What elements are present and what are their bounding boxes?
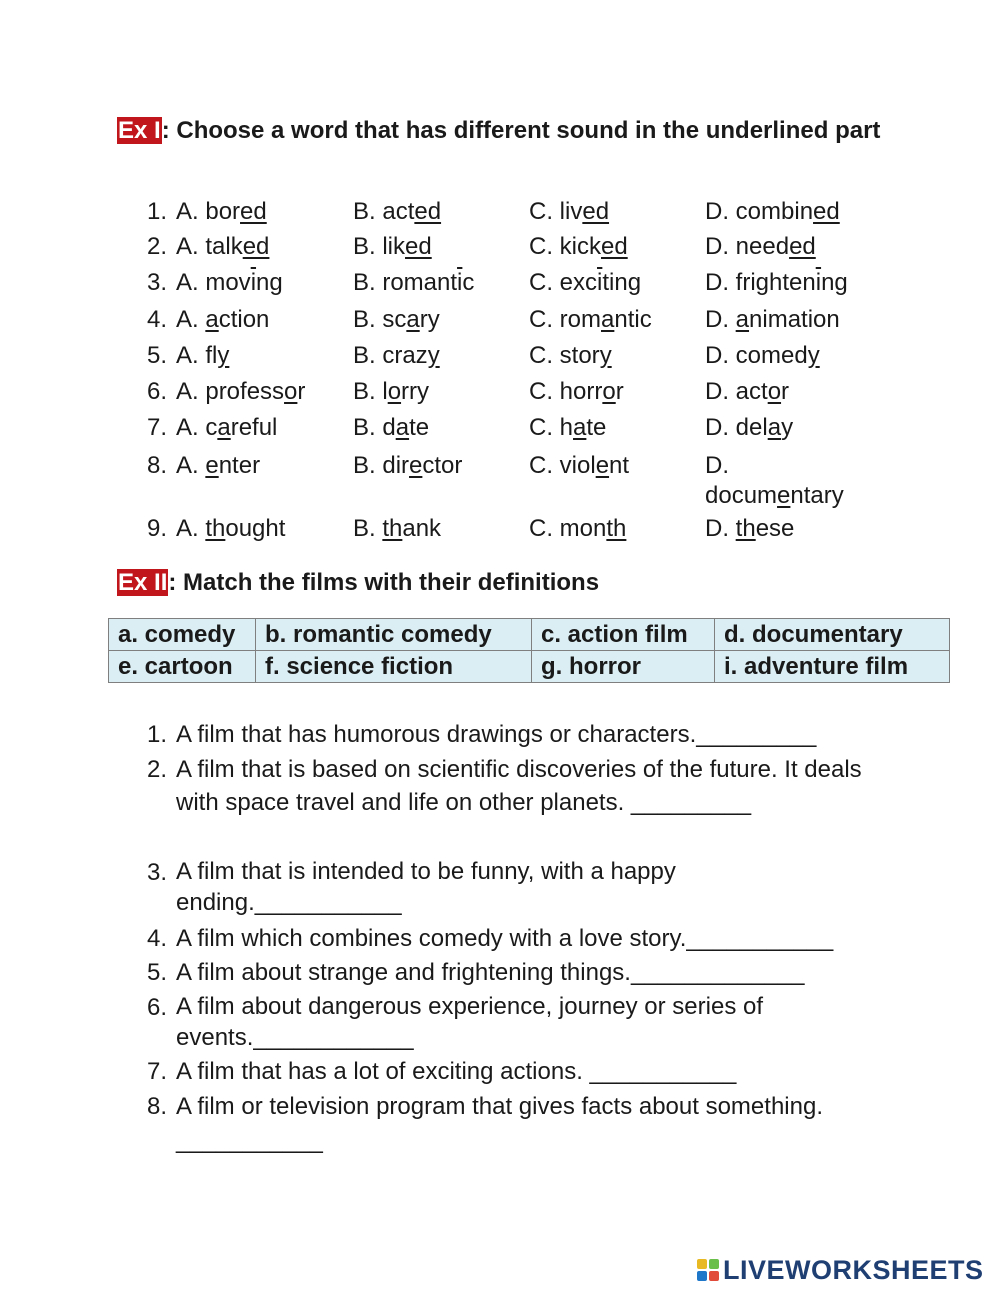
definition-text: A film which combines comedy with a love story.___________ — [176, 925, 834, 952]
underlined-part: ed — [405, 233, 432, 260]
option-b — [353, 197, 441, 227]
option-c — [529, 451, 629, 481]
option-text: D. — [705, 306, 736, 333]
ex1-title: : Choose a word that has different sound in the underlined part — [161, 117, 881, 144]
underlined-part: $\overline{i}$ — [250, 269, 257, 296]
option-text: ese — [755, 515, 795, 542]
option-text: C. h — [529, 414, 574, 441]
option-text: C. mon — [529, 515, 607, 542]
underlined-part: $\overline{i}$ — [457, 269, 463, 296]
option-b — [353, 305, 440, 335]
option-a — [176, 377, 305, 407]
definition-number: 6. — [147, 994, 168, 1021]
option-d — [705, 197, 840, 227]
underlined-part: th — [205, 515, 226, 542]
option-text: C. exc — [529, 269, 598, 296]
table-cell: g. horror — [532, 651, 715, 683]
table-cell: c. action film — [532, 619, 715, 651]
option-text: D. docum — [705, 452, 778, 509]
option-text: te — [586, 414, 607, 441]
option-text: A. — [176, 452, 206, 479]
table-cell: d. documentary — [715, 619, 950, 651]
liveworksheets-logo — [697, 1255, 984, 1285]
option-text: B. — [353, 515, 383, 542]
table-cell: a. comedy — [109, 619, 256, 651]
option-text: y — [781, 414, 794, 441]
question-number: 6. — [147, 378, 168, 405]
logo-blocks-icon — [697, 1259, 719, 1281]
option-text: D. del — [705, 414, 768, 441]
ex2-title: : Match the films with their definitions — [168, 569, 600, 596]
option-c — [529, 232, 628, 262]
underlined-part: th — [735, 515, 756, 542]
option-a — [176, 305, 269, 335]
underlined-part: y — [217, 342, 230, 369]
logo-block — [709, 1259, 719, 1269]
definition-text: A film about strange and frightening things._____________ — [176, 959, 805, 986]
underlined-part: ed — [242, 233, 270, 260]
definition-number: 1. — [147, 721, 168, 748]
option-b — [353, 451, 462, 481]
option-a — [176, 341, 229, 371]
definition-text: A film that is intended to be funny, with a happy ending.___________ — [176, 858, 676, 916]
option-c — [529, 377, 624, 407]
question-number: 9. — [147, 515, 168, 542]
definition-number: 5. — [147, 959, 168, 986]
option-text: C. rom — [529, 306, 601, 333]
option-c — [529, 341, 612, 371]
underlined-part: $\overline{i}$ — [815, 269, 822, 296]
option-c — [529, 197, 609, 227]
definition-text: A film that has humorous drawings or characters._________ — [176, 721, 817, 748]
option-b — [353, 341, 440, 371]
option-c — [529, 268, 641, 298]
option-text: C. kick — [529, 233, 601, 260]
underlined-part: e — [409, 452, 423, 479]
option-a — [176, 268, 283, 298]
option-d — [705, 305, 840, 335]
option-a — [176, 232, 269, 262]
option-text: C. viol — [529, 452, 596, 479]
option-text: D. act — [705, 378, 768, 405]
underlined-part: y — [807, 342, 820, 369]
option-b — [353, 268, 474, 298]
option-d — [705, 268, 848, 298]
table-cell: i. adventure film — [715, 651, 950, 683]
underlined-part: o — [767, 378, 782, 405]
option-text: ought — [225, 515, 286, 542]
option-text: r — [297, 378, 306, 405]
underlined-part: a — [767, 414, 782, 441]
question-number: 2. — [147, 233, 168, 260]
underlined-part: a — [217, 414, 231, 441]
option-text: C. horr — [529, 378, 603, 405]
ex1-tag: Ex I — [118, 117, 161, 144]
table-row — [109, 651, 950, 683]
definition-number: 2. — [147, 756, 168, 783]
underlined-part: th — [606, 515, 627, 542]
option-text: D. — [705, 515, 736, 542]
underlined-part: o — [602, 378, 616, 405]
option-d — [705, 341, 820, 371]
underlined-part: th — [382, 515, 403, 542]
question-number: 7. — [147, 414, 168, 441]
option-text: ry — [419, 306, 440, 333]
option-a — [176, 514, 285, 544]
option-text: ntary — [790, 482, 844, 509]
underlined-part: y — [427, 342, 440, 369]
question-number: 1. — [147, 198, 168, 225]
option-b — [353, 377, 429, 407]
underlined-part: a — [395, 414, 410, 441]
option-a — [176, 451, 260, 481]
definition-text: A film about dangerous experience, journey or series of events.____________ — [176, 993, 764, 1051]
option-text: rry — [401, 378, 430, 405]
underlined-part: e — [205, 452, 219, 479]
option-text: ng — [821, 269, 848, 296]
option-a — [176, 413, 277, 443]
option-text: A. mov — [176, 269, 251, 296]
option-text: r — [781, 378, 790, 405]
option-text: B. l — [353, 378, 388, 405]
logo-block — [697, 1271, 707, 1281]
underlined-part: $\overline{i}$ — [597, 269, 603, 296]
option-text: ank — [402, 515, 442, 542]
underlined-part: ed — [414, 198, 442, 225]
definition-number: 4. — [147, 925, 168, 952]
question-number: 8. — [147, 452, 168, 479]
option-text: ting — [602, 269, 642, 296]
option-text: ction — [218, 306, 270, 333]
underlined-part: a — [601, 306, 615, 333]
underlined-part: ed — [601, 233, 628, 260]
underlined-part: o — [387, 378, 402, 405]
option-text: c — [462, 269, 475, 296]
table-cell: f. science fiction — [256, 651, 532, 683]
option-text: B. romant — [353, 269, 458, 296]
underlined-part: ed — [240, 198, 267, 225]
underlined-part: ed — [789, 233, 816, 260]
underlined-part: a — [735, 306, 750, 333]
definition-text: A film that is based on scientific discoveries of the future. It deals with space travel and life on other planets. _________ — [176, 756, 862, 816]
underlined-part: a — [205, 306, 219, 333]
option-d — [705, 514, 794, 544]
option-text: te — [409, 414, 430, 441]
logo-block — [697, 1259, 707, 1269]
option-text: D. need — [705, 233, 790, 260]
option-c — [529, 305, 652, 335]
option-text: A. bor — [176, 198, 241, 225]
definition-number: 8. — [147, 1093, 168, 1120]
option-text: D. comed — [705, 342, 808, 369]
option-text: reful — [230, 414, 278, 441]
option-b — [353, 413, 429, 443]
underlined-part: e — [595, 452, 610, 479]
underlined-part: y — [599, 342, 612, 369]
option-text: A. fl — [176, 342, 218, 369]
option-text: ntic — [614, 306, 652, 333]
option-text: B. sc — [353, 306, 407, 333]
underlined-part: a — [573, 414, 587, 441]
films-table — [108, 618, 950, 683]
logo-text: LIVEWORKSHEETS — [723, 1254, 984, 1285]
table-row — [109, 619, 950, 651]
option-text: nt — [609, 452, 630, 479]
option-text: B. d — [353, 414, 396, 441]
option-text: C. liv — [529, 198, 583, 225]
question-number: 4. — [147, 306, 168, 333]
option-text: B. act — [353, 198, 415, 225]
option-a — [176, 197, 267, 227]
option-text: nimation — [749, 306, 840, 333]
option-text: ctor — [422, 452, 463, 479]
option-c — [529, 413, 606, 443]
ex1-heading — [117, 116, 917, 146]
option-text: B. lik — [353, 233, 406, 260]
option-d — [705, 232, 816, 262]
option-text: A. profess — [176, 378, 285, 405]
option-text: D. combin — [705, 198, 814, 225]
option-text: B. craz — [353, 342, 428, 369]
table-cell: b. romantic comedy — [256, 619, 532, 651]
option-text: A. c — [176, 414, 218, 441]
underlined-part: ed — [582, 198, 610, 225]
question-number: 5. — [147, 342, 168, 369]
option-b — [353, 514, 441, 544]
question-number: 3. — [147, 269, 168, 296]
option-text: A. — [176, 515, 206, 542]
option-d — [705, 451, 865, 511]
option-text: A. — [176, 306, 206, 333]
option-text: A. talk — [176, 233, 243, 260]
option-text: D. frighten — [705, 269, 816, 296]
definition-text: A film or television program that gives facts about something. ___________ — [176, 1093, 823, 1154]
option-d — [705, 413, 793, 443]
logo-block — [709, 1271, 719, 1281]
underlined-part: e — [777, 482, 791, 509]
ex2-heading — [117, 568, 599, 598]
option-c — [529, 514, 626, 544]
definition-number: 3. — [147, 859, 168, 886]
ex2-tag: Ex II — [118, 569, 168, 596]
definition-text: A film that has a lot of exciting actions. ___________ — [176, 1058, 737, 1085]
underlined-part: o — [284, 378, 298, 405]
option-text: ng — [256, 269, 283, 296]
table-cell: e. cartoon — [109, 651, 256, 683]
option-d — [705, 377, 789, 407]
option-text: B. dir — [353, 452, 410, 479]
option-b — [353, 232, 432, 262]
definition-number: 7. — [147, 1058, 168, 1085]
underlined-part: ed — [813, 198, 840, 225]
option-text: r — [615, 378, 624, 405]
option-text: C. stor — [529, 342, 600, 369]
underlined-part: a — [406, 306, 420, 333]
option-text: nter — [218, 452, 261, 479]
